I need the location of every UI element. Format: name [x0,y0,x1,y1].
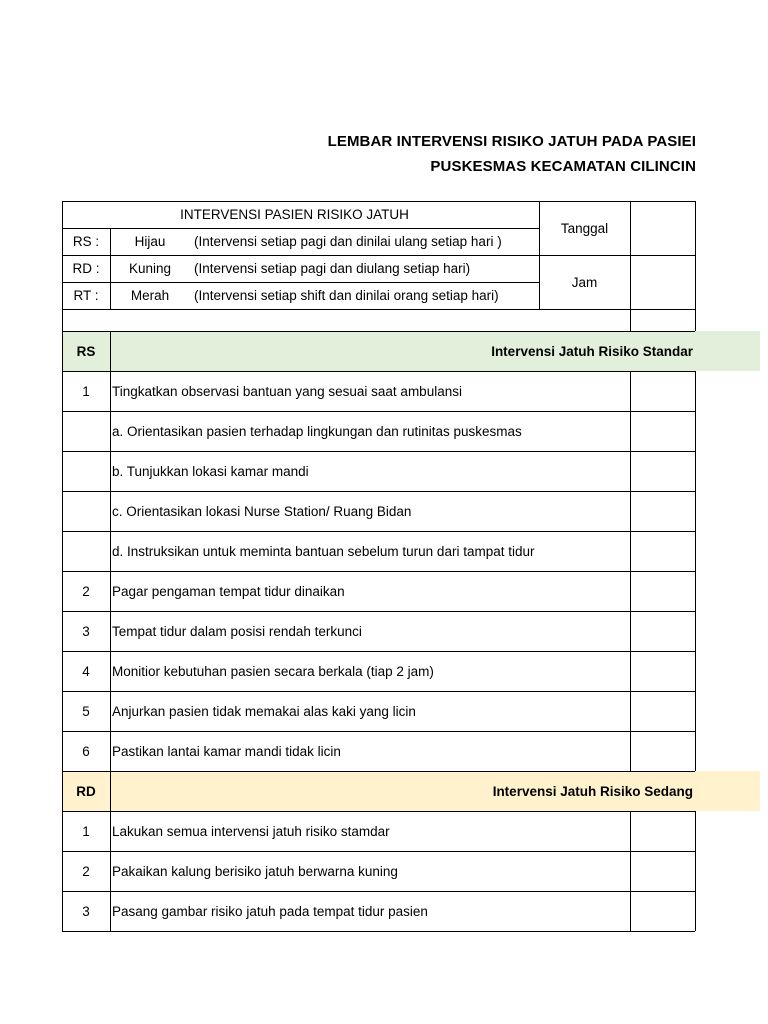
item-check-cell[interactable] [630,451,695,491]
section-title: Intervensi Jatuh Risiko Standar [491,343,693,359]
grid-line [630,891,631,931]
grid-line [110,531,111,571]
grid-line [630,691,631,731]
grid-line [110,571,111,611]
item-check-cell[interactable] [630,611,695,651]
grid-line [110,331,111,371]
item-text: c. Orientasikan lokasi Nurse Station/ Ruang Bidan [112,503,412,519]
tanggal-label: Tanggal [560,220,609,236]
grid-line [630,491,631,531]
grid-line [110,891,111,931]
grid-line [695,371,696,411]
legend-color-0: Hijau [134,234,166,249]
document-subtitle: PUSKESMAS KECAMATAN CILINCIN [430,158,696,175]
item-number [62,451,110,491]
grid-line [62,691,63,731]
item-check-cell[interactable] [630,891,695,931]
grid-line [695,691,696,731]
legend-color-1: Kuning [128,261,172,276]
grid-line [110,811,111,851]
item-check-cell[interactable] [630,851,695,891]
item-text: Pakaikan kalung berisiko jatuh berwarna kuning [112,863,398,879]
grid-line [630,651,631,691]
section-title: Intervensi Jatuh Risiko Sedang [492,783,693,799]
grid-line [695,651,696,691]
grid-line [62,611,63,651]
grid-line [695,811,696,851]
item-check-cell[interactable] [630,691,695,731]
grid-line [110,491,111,531]
grid-line [110,371,111,411]
section-code: RS [76,343,96,359]
grid-line [695,731,696,771]
grid-line [62,491,63,531]
item-number: 4 [82,663,90,679]
grid-line [110,771,111,811]
document-title: LEMBAR INTERVENSI RISIKO JATUH PADA PASIEI [327,133,696,150]
grid-line [62,851,63,891]
item-text: Pastikan lantai kamar mandi tidak licin [112,743,341,759]
grid-line [630,811,631,851]
grid-line [695,491,696,531]
grid-line [630,731,631,771]
item-text: Pasang gambar risiko jatuh pada tempat tidur pasien [112,903,428,919]
item-text: Lakukan semua intervensi jatuh risiko stamdar [112,823,390,839]
grid-line [630,851,631,891]
grid-line [62,651,63,691]
item-text: a. Orientasikan pasien terhadap lingkungan dan rutinitas puskesmas [112,423,522,439]
item-number: 1 [82,383,90,399]
section-top-border [62,771,695,772]
grid-line [110,451,111,491]
legend-desc-1: (Intervensi setiap pagi dan diulang setiap hari) [194,261,471,276]
grid-line [630,371,631,411]
item-number: 2 [82,583,90,599]
grid-line [62,891,63,931]
grid-line [695,411,696,451]
item-check-cell[interactable] [630,531,695,571]
item-text: Tingkatkan observasi bantuan yang sesuai saat ambulansi [112,383,462,399]
grid-line [630,451,631,491]
legend-desc-2: (Intervensi setiap shift dan dinilai orang setiap hari) [194,288,499,303]
grid-line [695,851,696,891]
grid-line [695,531,696,571]
grid-line [110,851,111,891]
grid-line [62,731,63,771]
legend-code-1: RD : [72,261,100,276]
item-number: 1 [82,823,90,839]
item-check-cell[interactable] [630,411,695,451]
legend-desc-0: (Intervensi setiap pagi dan dinilai ulang setiap hari ) [194,234,502,249]
grid-line [62,451,63,491]
grid-line [695,451,696,491]
item-text: Pagar pengaman tempat tidur dinaikan [112,583,345,599]
item-check-cell[interactable] [630,731,695,771]
item-number [62,491,110,531]
grid-line [62,331,63,371]
grid-line [695,891,696,931]
item-text: d. Instruksikan untuk meminta bantuan sebelum turun dari tampat tidur [112,543,535,559]
item-check-cell[interactable] [630,811,695,851]
item-number: 2 [82,863,90,879]
grid-line [62,531,63,571]
grid-line [110,411,111,451]
grid-line [630,411,631,451]
grid-line [110,651,111,691]
item-number: 3 [82,903,90,919]
grid-line [695,309,696,331]
grid-line [630,309,631,331]
grid-line [62,371,63,411]
legend-code-2: RT : [73,288,99,303]
item-number: 3 [82,623,90,639]
grid-line [62,811,63,851]
item-text: Anjurkan pasien tidak memakai alas kaki yang licin [112,703,416,719]
grid-line [110,611,111,651]
section-code: RD [76,783,96,799]
legend-header: INTERVENSI PASIEN RISIKO JATUH [180,207,409,222]
item-number: 6 [82,743,90,759]
grid-line [630,571,631,611]
jam-value-cell[interactable] [630,255,695,309]
item-number: 5 [82,703,90,719]
jam-label: Jam [571,274,598,290]
grid-line [695,201,696,309]
item-text: Tempat tidur dalam posisi rendah terkunci [112,623,362,639]
legend-color-2: Merah [130,288,170,303]
grid-line [110,731,111,771]
grid-line [62,411,63,451]
item-check-cell[interactable] [630,571,695,611]
item-check-cell[interactable] [630,651,695,691]
grid-line [695,611,696,651]
item-number [62,531,110,571]
grid-line [110,691,111,731]
grid-line [695,571,696,611]
legend-bottom-border [62,309,695,310]
legend-code-0: RS : [72,234,100,249]
item-number [62,411,110,451]
grid-line [62,571,63,611]
grid-line [630,531,631,571]
grid-line [62,309,63,331]
tanggal-value-cell[interactable] [630,201,695,255]
section-top-border [62,331,695,332]
grid-line [62,931,695,932]
item-text: b. Tunjukkan lokasi kamar mandi [112,463,309,479]
grid-line [62,771,63,811]
grid-line [630,611,631,651]
item-check-cell[interactable] [630,371,695,411]
item-check-cell[interactable] [630,491,695,531]
item-text: Monitior kebutuhan pasien secara berkala (tiap 2 jam) [112,663,434,679]
